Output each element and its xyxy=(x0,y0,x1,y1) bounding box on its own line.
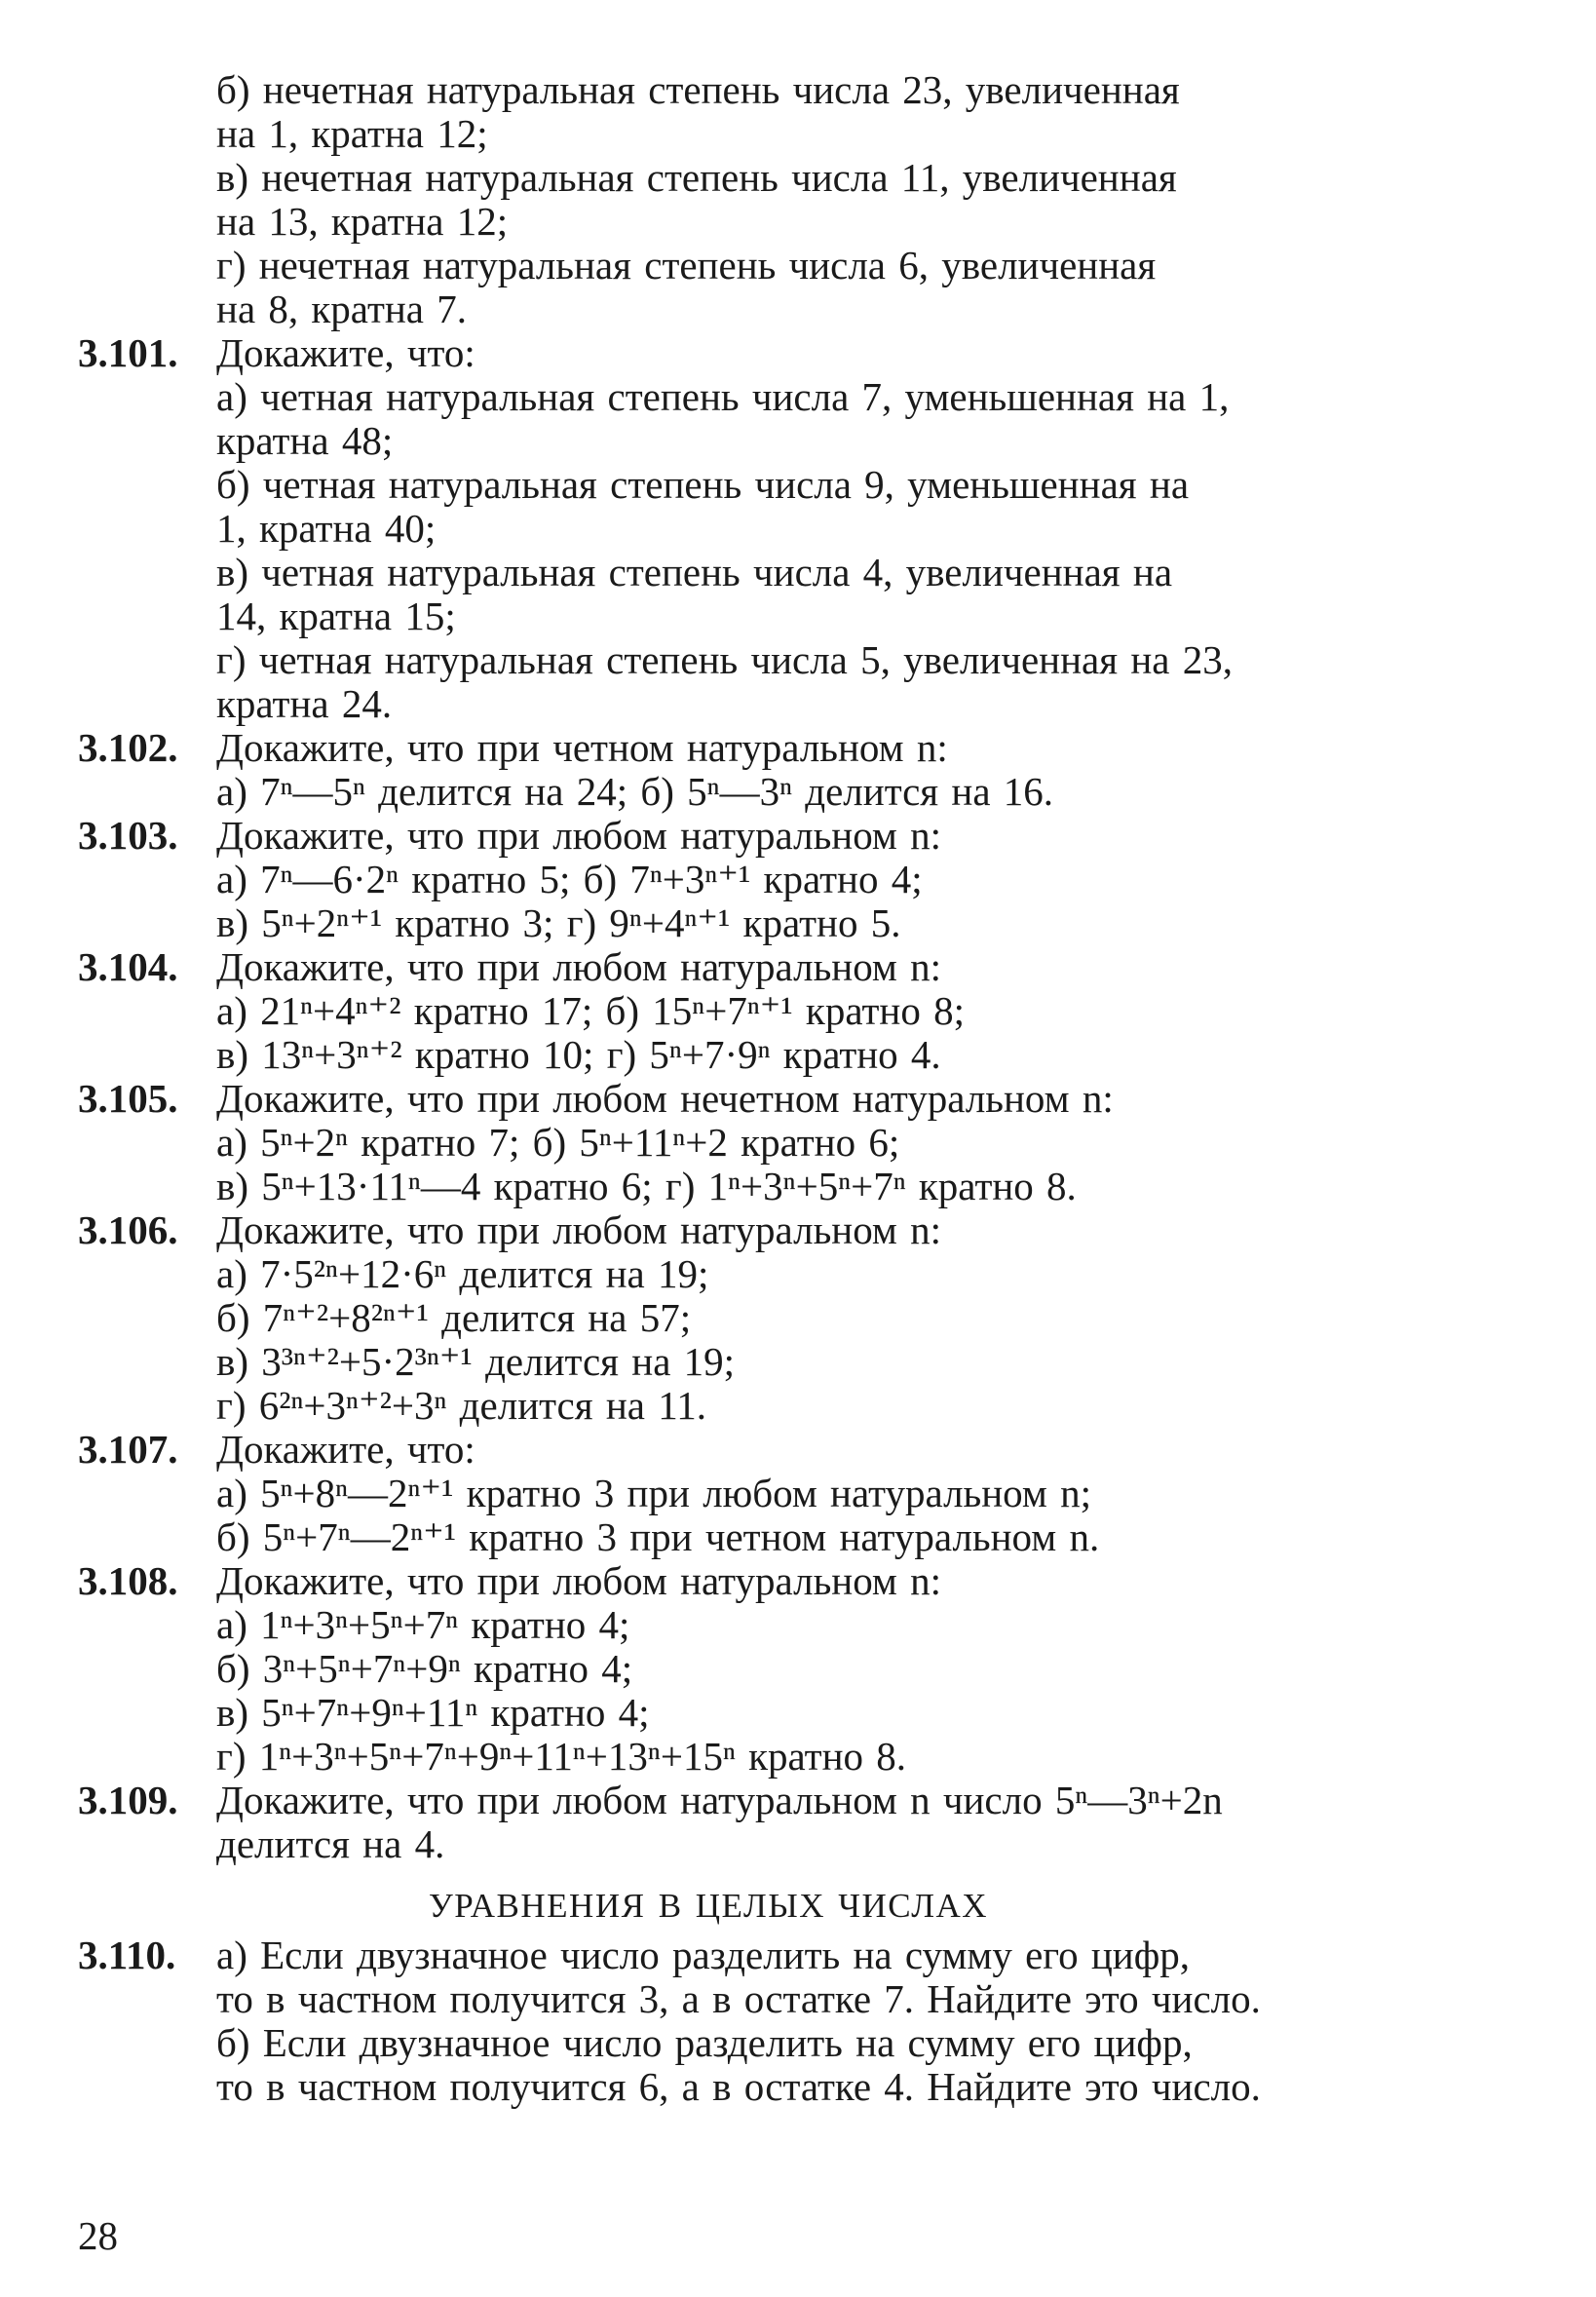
text-line: г) нечетная натуральная степень числа 6, увеличенная xyxy=(216,243,1157,287)
problem-text-line: а) 7ⁿ—5ⁿ делится на 24; б) 5ⁿ—3ⁿ делится на 16. xyxy=(216,769,1054,814)
problem-number: 3.106. xyxy=(78,1207,178,1252)
problem-item xyxy=(78,1933,1403,2109)
problem-item xyxy=(78,1559,1403,1779)
problem-text-line: кратна 24. xyxy=(216,681,393,726)
problem-text-line: в) 5ⁿ+2ⁿ⁺¹ кратно 3; г) 9ⁿ+4ⁿ⁺¹ кратно 5. xyxy=(216,900,901,945)
problem-number: 3.102. xyxy=(78,725,178,770)
problem-number: 3.108. xyxy=(78,1558,178,1603)
problem-item xyxy=(78,945,1403,1077)
text-line: в) нечетная натуральная степень числа 11, увеличенная xyxy=(216,155,1177,200)
problem-number: 3.103. xyxy=(78,813,178,858)
problem-text-line: а) 5ⁿ+8ⁿ—2ⁿ⁺¹ кратно 3 при любом натуральном n; xyxy=(216,1471,1091,1515)
problem-text-line: в) 5ⁿ+13·11ⁿ—4 кратно 6; г) 1ⁿ+3ⁿ+5ⁿ+7ⁿ кратно 8. xyxy=(216,1164,1077,1208)
text-line: на 1, кратна 12; xyxy=(216,111,488,156)
textbook-page xyxy=(78,68,1403,2109)
problem-text-line: г) четная натуральная степень числа 5, увеличенная на 23, xyxy=(216,637,1233,682)
problem-text-line: Докажите, что при любом натуральном n: xyxy=(216,944,942,989)
problem-text-line: б) 3ⁿ+5ⁿ+7ⁿ+9ⁿ кратно 4; xyxy=(216,1646,633,1691)
problem-item xyxy=(78,1779,1403,1866)
problem-text-line: б) 5ⁿ+7ⁿ—2ⁿ⁺¹ кратно 3 при четном натуральном n. xyxy=(216,1514,1100,1559)
problem-text-line: в) 13ⁿ+3ⁿ⁺² кратно 10; г) 5ⁿ+7·9ⁿ кратно 4. xyxy=(216,1032,941,1077)
problem-text-line: Докажите, что при четном натуральном n: xyxy=(216,725,948,770)
problem-text-line: то в частном получится 6, а в остатке 4. Найдите это число. xyxy=(216,2064,1261,2109)
problem-item xyxy=(78,726,1403,814)
problem-number: 3.110. xyxy=(78,1933,176,1977)
problem-number: 3.101. xyxy=(78,330,178,375)
problem-number: 3.107. xyxy=(78,1427,178,1472)
problem-text-line: а) 21ⁿ+4ⁿ⁺² кратно 17; б) 15ⁿ+7ⁿ⁺¹ кратно 8; xyxy=(216,988,965,1033)
problem-text-line: а) четная натуральная степень числа 7, уменьшенная на 1, xyxy=(216,374,1230,419)
problem-text-line: Докажите, что при любом натуральном n число 5ⁿ—3ⁿ+2n xyxy=(216,1778,1223,1822)
problem-text-line: Докажите, что: xyxy=(216,330,475,375)
problem-text-line: делится на 4. xyxy=(216,1821,445,1866)
problems-list-after-section xyxy=(78,1933,1403,2109)
text-line: на 13, кратна 12; xyxy=(216,199,509,244)
problem-text-line: в) 3³ⁿ⁺²+5·2³ⁿ⁺¹ делится на 19; xyxy=(216,1339,736,1384)
problem-text-line: в) четная натуральная степень числа 4, увеличенная на xyxy=(216,550,1173,594)
problem-text-line: Докажите, что при любом натуральном n: xyxy=(216,1558,942,1603)
text-line: на 8, кратна 7. xyxy=(216,287,468,331)
problem-text-line: а) Если двузначное число разделить на сумму его цифр, xyxy=(216,1933,1191,1977)
problem-text-line: б) четная натуральная степень числа 9, уменьшенная на xyxy=(216,462,1190,507)
problem-text-line: б) Если двузначное число разделить на сумму его цифр, xyxy=(216,2020,1193,2065)
problem-item xyxy=(78,331,1403,726)
page-number: 28 xyxy=(78,2213,118,2258)
continuation-block xyxy=(78,68,1403,331)
problem-text-line: б) 7ⁿ⁺²+8²ⁿ⁺¹ делится на 57; xyxy=(216,1295,692,1340)
problem-text-line: а) 5ⁿ+2ⁿ кратно 7; б) 5ⁿ+11ⁿ+2 кратно 6; xyxy=(216,1120,900,1165)
problem-item xyxy=(78,1428,1403,1559)
problem-number: 3.104. xyxy=(78,944,178,989)
problem-text-line: Докажите, что при любом натуральном n: xyxy=(216,1207,942,1252)
problem-text-line: 14, кратна 15; xyxy=(216,593,456,638)
problem-text-line: кратна 48; xyxy=(216,418,394,463)
text-line: б) нечетная натуральная степень числа 23, увеличенная xyxy=(216,67,1180,112)
problem-text-line: Докажите, что при любом нечетном натуральном n: xyxy=(216,1076,1114,1121)
problem-number: 3.109. xyxy=(78,1778,178,1822)
problem-text-line: а) 7·5²ⁿ+12·6ⁿ делится на 19; xyxy=(216,1251,709,1296)
problem-item xyxy=(78,1077,1403,1208)
section-title: УРАВНЕНИЯ В ЦЕЛЫХ ЧИСЛАХ xyxy=(429,1887,989,1925)
problem-text-line: а) 7ⁿ—6·2ⁿ кратно 5; б) 7ⁿ+3ⁿ⁺¹ кратно 4; xyxy=(216,857,923,901)
problem-text-line: Докажите, что при любом натуральном n: xyxy=(216,813,942,858)
problem-text-line: г) 6²ⁿ+3ⁿ⁺²+3ⁿ делится на 11. xyxy=(216,1383,706,1428)
problem-text-line: то в частном получится 3, а в остатке 7. Найдите это число. xyxy=(216,1976,1261,2021)
problem-text-line: Докажите, что: xyxy=(216,1427,475,1472)
problem-text-line: г) 1ⁿ+3ⁿ+5ⁿ+7ⁿ+9ⁿ+11ⁿ+13ⁿ+15ⁿ кратно 8. xyxy=(216,1734,907,1779)
problem-number: 3.105. xyxy=(78,1076,178,1121)
problem-item xyxy=(78,1208,1403,1428)
problem-text-line: 1, кратна 40; xyxy=(216,506,437,551)
problem-text-line: в) 5ⁿ+7ⁿ+9ⁿ+11ⁿ кратно 4; xyxy=(216,1690,650,1735)
problem-text-line: а) 1ⁿ+3ⁿ+5ⁿ+7ⁿ кратно 4; xyxy=(216,1602,630,1647)
problems-list xyxy=(78,331,1403,1866)
problem-item xyxy=(78,814,1403,945)
